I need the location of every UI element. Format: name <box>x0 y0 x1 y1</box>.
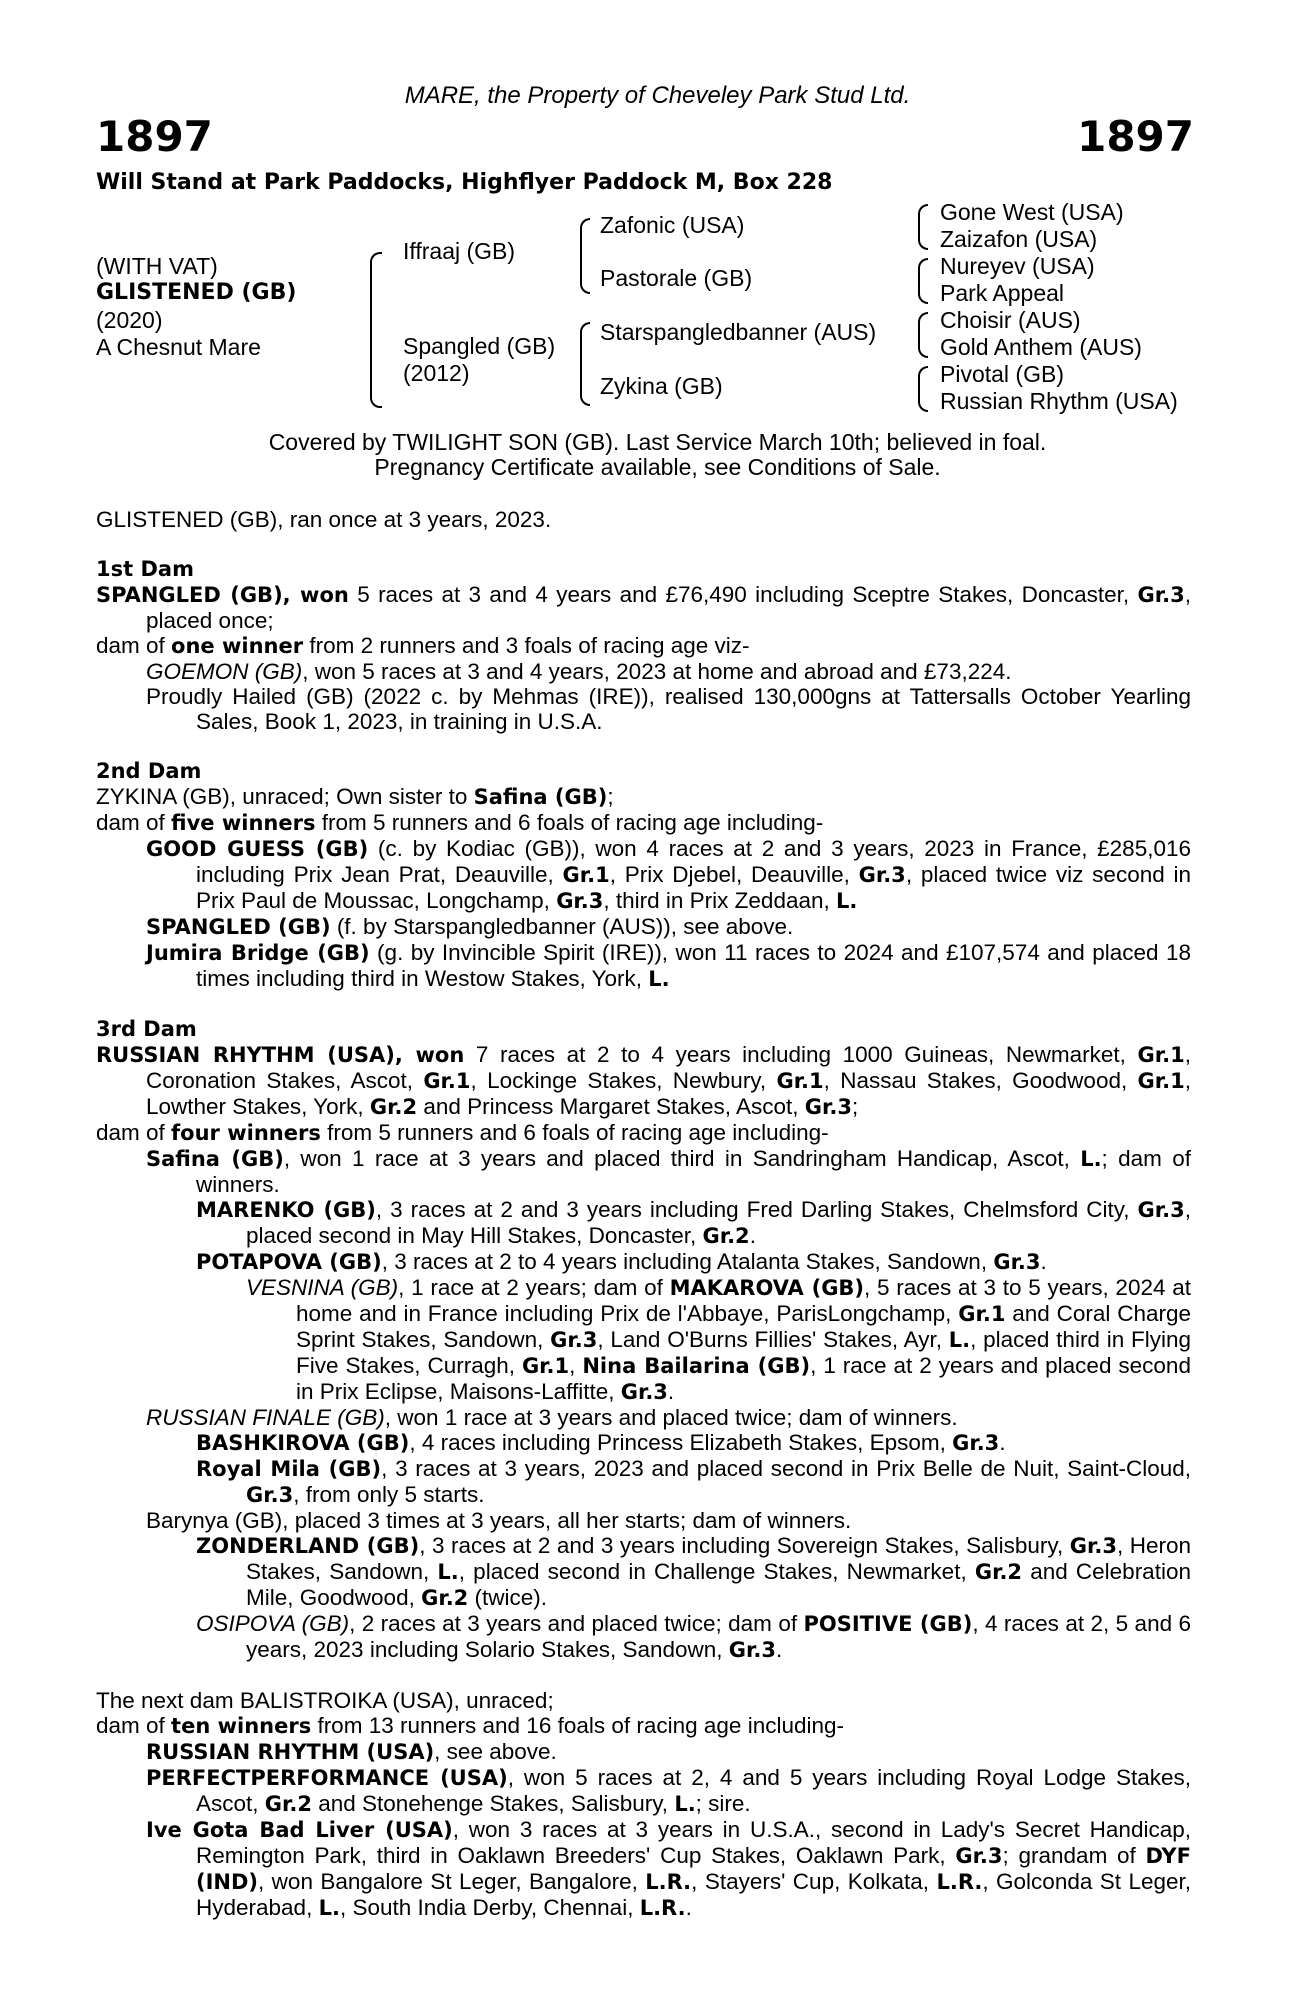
second-dam-foal-jumira-bridge: Jumira Bridge (GB) (g. by Invincible Spirit (IRE)), won 11 races to 2024 and £107,574 and placed 18 times including third in Westow Stakes, York, L. <box>146 940 1191 991</box>
next-dam-foal-ive-gota-bad-liver: Ive Gota Bad Liver (USA), won 3 races at 3 years in U.S.A., second in Lady's Secret Handicap, Remington Park, third in Oaklawn Breeders' Cup Stakes, Oaklawn Park, Gr.3; grandam of DYF (IND), won Bangalore St Leger, Bangalore, L.R., Stayers' Cup, Kolkata, L.R., Golconda St Leger, Hyderabad, L., South India Derby, Chennai, L.R.. <box>146 1817 1191 1920</box>
pedigree-g3: Nureyev (USA) <box>940 253 1095 279</box>
russian-finale-foal-royal-mila: Royal Mila (GB), 3 races at 3 years, 2023 and placed second in Prix Belle de Nuit, Saint-Cloud, Gr.3, from only 5 starts. <box>196 1456 1191 1507</box>
brace-g3 <box>918 312 928 358</box>
brace-g2 <box>918 258 928 304</box>
stand-line: Will Stand at Park Paddocks, Highflyer Paddock M, Box 228 <box>96 170 833 195</box>
barynya-foal-zonderland: ZONDERLAND (GB), 3 races at 2 and 3 years including Sovereign Stakes, Salisbury, Gr.3, Heron Stakes, Sandown, L., placed second in Challenge Stakes, Newmarket, Gr.2 and Celebration Mile, Goodwood, Gr.2 (twice). <box>196 1533 1191 1610</box>
covered-line-2: Pregnancy Certificate available, see Conditions of Sale. <box>374 454 941 480</box>
next-dam-record: The next dam BALISTROIKA (USA), unraced; <box>96 1688 554 1713</box>
third-dam-record: RUSSIAN RHYTHM (USA), won 7 races at 2 to 4 years including 1000 Guineas, Newmarket, Gr.1, Coronation Stakes, Ascot, Gr.1, Lockinge Stakes, Newbury, Gr.1, Nassau Stakes, Goodwood, Gr.1, Lowther Stakes, York, Gr.2 and Princess Margaret Stakes, Ascot, Gr.3; <box>96 1042 1191 1119</box>
pedigree-g5: Choisir (AUS) <box>940 307 1081 333</box>
safina-foal-vesnina: VESNINA (GB), 1 race at 2 years; dam of MAKAROVA (GB), 5 races at 3 to 5 years, 2024 at home and in France including Prix de l'Abbaye, ParisLongchamp, Gr.1 and Coral Charge Sprint Stakes, Sandown, Gr.3, Land O'Burns Fillies' Stakes, Ayr, L., placed third in Flying Five Stakes, Curragh, Gr.1, Nina Bailarina (GB), 1 race at 2 years and placed second in Prix Eclipse, Maisons-Laffitte, Gr.3. <box>246 1275 1192 1404</box>
pedigree-g4: Park Appeal <box>940 280 1065 306</box>
first-dam-produce-summary: dam of one winner from 2 runners and 3 foals of racing age viz- <box>96 633 750 658</box>
second-dam-record: ZYKINA (GB), unraced; Own sister to Safina (GB); <box>96 784 614 809</box>
russian-finale-foal-bashkirova: BASHKIROVA (GB), 4 races including Princess Elizabeth Stakes, Epsom, Gr.3. <box>196 1430 1006 1455</box>
pedigree-dam-year: (2012) <box>403 360 470 386</box>
next-dam-foal-russian-rhythm: RUSSIAN RHYTHM (USA), see above. <box>146 1739 557 1764</box>
intro-line: GLISTENED (GB), ran once at 3 years, 2023. <box>96 507 552 532</box>
produce-record <box>96 507 1191 1921</box>
brace-sire-parents <box>580 218 590 294</box>
pedigree-g1: Gone West (USA) <box>940 199 1124 225</box>
pedigree-name: GLISTENED (GB) <box>96 280 297 305</box>
pedigree-year: (2020) <box>96 307 163 333</box>
covered-note <box>0 430 1315 480</box>
barynya-foal-osipova: OSIPOVA (GB), 2 races at 3 years and placed twice; dam of POSITIVE (GB), 4 races at 2, 5 and 6 years, 2023 including Solario Stakes, Sandown, Gr.3. <box>196 1611 1192 1662</box>
third-dam-heading: 3rd Dam <box>96 1017 197 1041</box>
brace-dam-parents <box>580 322 590 406</box>
pedigree-sire-sire: Zafonic (USA) <box>600 212 745 238</box>
pedigree-vat: (WITH VAT) <box>96 253 218 279</box>
brace-g1 <box>918 204 928 250</box>
second-dam-heading: 2nd Dam <box>96 759 202 783</box>
safina-foal-potapova: POTAPOVA (GB), 3 races at 2 to 4 years including Atalanta Stakes, Sandown, Gr.3. <box>196 1249 1047 1274</box>
brace-g4 <box>918 366 928 412</box>
next-dam-produce-summary: dam of ten winners from 13 runners and 16 foals of racing age including- <box>96 1713 845 1738</box>
owner-line: MARE, the Property of Cheveley Park Stud Ltd. <box>404 82 911 109</box>
third-dam-foal-barynya: Barynya (GB), placed 3 times at 3 years, all her starts; dam of winners. <box>146 1508 852 1533</box>
third-dam-foal-russian-finale: RUSSIAN FINALE (GB), won 1 race at 3 years and placed twice; dam of winners. <box>146 1405 958 1430</box>
covered-line-1: Covered by TWILIGHT SON (GB). Last Service March 10th; believed in foal. <box>268 429 1047 455</box>
second-dam-foal-spangled: SPANGLED (GB) (f. by Starspangledbanner (AUS)), see above. <box>146 914 794 939</box>
first-dam-heading: 1st Dam <box>96 557 194 581</box>
pedigree-dam-dam: Zykina (GB) <box>600 373 723 399</box>
pedigree-g2: Zaizafon (USA) <box>940 226 1098 252</box>
second-dam-foal-good-guess: GOOD GUESS (GB) (c. by Kodiac (GB)), won 4 races at 2 and 3 years, 2023 in France, £285,016 including Prix Jean Prat, Deauville, Gr.1, Prix Djebel, Deauville, Gr.3, placed twice viz second in Prix Paul de Moussac, Longchamp, Gr.3, third in Prix Zeddaan, L. <box>146 836 1192 913</box>
pedigree-g7: Pivotal (GB) <box>940 361 1064 387</box>
first-dam-record: SPANGLED (GB), won 5 races at 3 and 4 years and £76,490 including Sceptre Stakes, Doncaster, Gr.3, placed once; <box>96 582 1191 633</box>
pedigree-dam-sire: Starspangledbanner (AUS) <box>600 319 877 345</box>
third-dam-foal-safina: Safina (GB), won 1 race at 3 years and placed third in Sandringham Handicap, Ascot, L.; dam of winners. <box>146 1146 1192 1197</box>
next-dam-foal-perfectperformance: PERFECTPERFORMANCE (USA), won 5 races at 2, 4 and 5 years including Royal Lodge Stakes, Ascot, Gr.2 and Stonehenge Stakes, Salisbury, L.; sire. <box>146 1765 1191 1816</box>
pedigree-sire-dam: Pastorale (GB) <box>600 265 753 291</box>
first-dam-foal-goemon: GOEMON (GB), won 5 races at 3 and 4 years, 2023 at home and abroad and £73,224. <box>146 659 1012 684</box>
third-dam-produce-summary: dam of four winners from 5 runners and 6 foals of racing age including- <box>96 1120 829 1145</box>
pedigree-g8: Russian Rhythm (USA) <box>940 388 1178 414</box>
second-dam-produce-summary: dam of five winners from 5 runners and 6 foals of racing age including- <box>96 810 824 835</box>
brace-sire-dam <box>370 252 382 408</box>
first-dam-foal-proudly-hailed: Proudly Hailed (GB) (2022 c. by Mehmas (IRE)), realised 130,000gns at Tattersalls October Yearling Sales, Book 1, 2023, in training in U.S.A. <box>146 684 1191 734</box>
pedigree-description: A Chesnut Mare <box>96 334 261 360</box>
lot-number-left: 1897 <box>96 112 213 161</box>
pedigree-g6: Gold Anthem (AUS) <box>940 334 1142 360</box>
safina-foal-marenko: MARENKO (GB), 3 races at 2 and 3 years including Fred Darling Stakes, Chelmsford City, Gr.3, placed second in May Hill Stakes, Doncaster, Gr.2. <box>196 1197 1191 1248</box>
lot-number-right: 1897 <box>1077 112 1194 161</box>
pedigree-dam: Spangled (GB) <box>403 333 556 359</box>
pedigree-sire: Iffraaj (GB) <box>403 238 516 264</box>
